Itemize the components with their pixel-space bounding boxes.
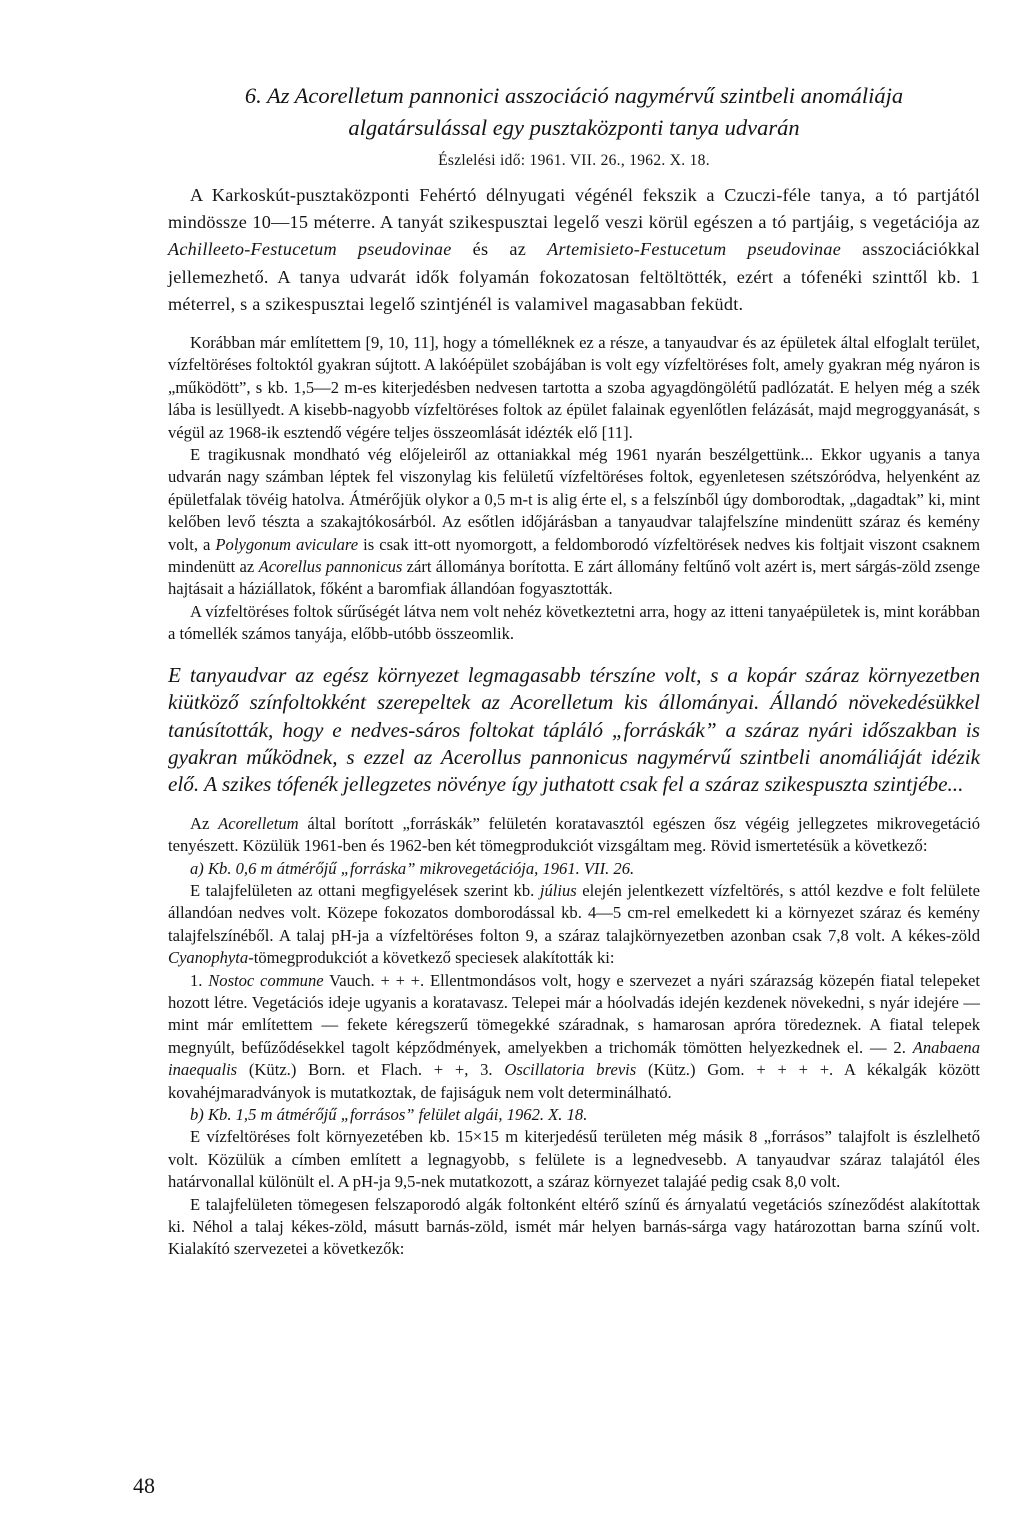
paragraph	[168, 444, 980, 601]
text-run: elején jelentkezett vízfeltörés, s attól kezdve e folt felülete állandóan nedves volt. Közepe fokozatos domborodással kb. 4—5 cm-rel emelkedett ki a környezet száraz és kemény talajfelszínéből. A talaj pH-ja a vízfeltöréses folton 9, a száraz talajkörnyezetben azonban csak 7,8 volt. A kékes-zöld	[168, 880, 980, 945]
italic-term: július	[539, 880, 577, 900]
species-name: Acorellus pannonicus	[258, 557, 403, 577]
text-run: és az	[451, 239, 548, 260]
subheading-b	[168, 1104, 980, 1126]
section-title-line-2: algatársulással egy pusztaközponti tanya udvarán	[348, 115, 800, 140]
text-run: zárt állománya borította. E zárt állomány feltűnő volt azért is, mert sárgás-zöld zsenge hajtásait a háziállatok, főként a baromfiak állandóan fogyasztották.	[168, 557, 980, 599]
text-run: által borított „forráskák” felületén koratavasztól egészen ősz végéig jellegzetes mikrovegetáció tenyészett. Közülük 1961-ben és 1962-ben két tömegprodukciót vizsgáltam meg. Rövid ismertetésük a következő:	[168, 813, 981, 856]
summary-paragraph: E tanyaudvar az egész környezet legmagasabb térszíne volt, s a kopár száraz környezetben kiütköző színfoltokként szerepeltek az Acorelletum kis állományai. Állandó növekedésükkel tanúsították, hogy e nedves-sáros foltokat tápláló „forráskák” a száraz nyári időszakban is gyakran működnek, s ezzel az Acerollus pannonicus nagymérvű szintbeli anomáliáját idézik elő. A szikes tófenék jellegzetes növénye így juthatott csak fel a száraz szikespuszta szintjébe...	[168, 662, 980, 797]
paragraph	[168, 813, 980, 858]
lead-paragraph-block	[168, 182, 980, 318]
lead-paragraph	[168, 182, 980, 318]
text-run: asszociációkkal jellemezhető. A tanya udvarát idők folyamán fokozatosan feltöltötték, ezért a tófenéki szinttől kb. 1 méterrel, s a szikespusztai legelő szintjénél is valamivel magasabban feküdt.	[168, 239, 981, 314]
paragraph: A vízfeltöréses foltok sűrűségét látva nem volt nehéz következtetni arra, hogy az itteni tanyaépületek is, mint korábban a tómellék számos tanyája, előbb-utóbb összeomlik.	[168, 601, 980, 644]
text-run: (Kütz.) Born. et Flach. + +, 3.	[237, 1060, 505, 1080]
species-name: Nostoc commune	[208, 970, 324, 990]
section-title-line-1: 6. Az Acorelletum pannonici asszociáció nagymérvű szintbeli anomáliája	[244, 83, 904, 108]
section-title	[168, 80, 980, 144]
subheading-text: a) Kb. 0,6 m átmérőjű „forráska” mikrovegetációja, 1961. VII. 26.	[190, 858, 635, 878]
section-heading	[168, 80, 980, 172]
species-name: Artemisieto-Festucetum pseudovinae	[547, 239, 842, 260]
paragraph: E vízfeltöréses folt környezetében kb. 15×15 m kiterjedésű területen még másik 8 „forrásos” talajfolt is észlelhető volt. Közülük a címben említett a legnagyobb, s felülete is a legnedvesebb. A tanyaudvar száraz talajától éles határvonallal különült el. A pH-ja 9,5-nek mutatkozott, a száraz környezet talajáé pedig csak 8,0 volt.	[168, 1127, 980, 1192]
subheading-text: b) Kb. 1,5 m átmérőjű „forrásos” felület algái, 1962. X. 18.	[190, 1105, 588, 1125]
page-number: 48	[133, 1473, 155, 1498]
observation-dates: Észlelési idő: 1961. VII. 26., 1962. X. 18.	[438, 152, 710, 169]
text-run: Az	[190, 813, 219, 833]
body-text-1	[168, 332, 980, 646]
text-run: 1.	[190, 970, 209, 990]
body-text-2	[168, 813, 980, 1261]
species-name: Polygonum aviculare	[215, 534, 359, 554]
text-run: E tragikusnak mondható vég előjeleiről az ottaniakkal még 1961 nyarán beszélgettünk... Ekkor ugyanis a tanya udvarán nagy számban léptek fel viszonylag kis felületű vízfeltöréses foltok, egyenletesen szétszóródva, helyenként az épületfalak tövéig hatolva. Átmérőjük olykor a 0,5 m-t is alig érte el, s a felszínből úgy domborodtak, „dagadtak” ki, mint kelőben levő tészta a szakajtókosárból. Az esőtlen időjárásban a tanyaudvar talajfelszíne mindenütt száraz és kemény volt, a	[168, 445, 980, 554]
text-run: is csak itt-ott nyomorgott, a feldomborodó vízfeltörések nedves kis foltjait viszont csaknem mindenütt az	[168, 534, 980, 577]
subheading-a	[168, 858, 980, 880]
species-name: Cyanophyta	[168, 948, 249, 968]
paragraph	[168, 880, 980, 970]
text-run: Vauch. + + +. Ellentmondásos volt, hogy e szervezet a nyári szárazság közepén fiatal telepeket hozott létre. Vegetációs ideje ugyanis a koratavasz. Telepei már a hóolvadás idején kezdenek növekedni, s nyár idejére — mint már említettem — fekete kéregszerű tömegekké száradnak, s hamarosan apróra töredeznek. A fiatal telepek megnyúlt, befűződésekkel tagolt képződmények, amelyekben a trichomák tömötten helyezkednek el. — 2.	[168, 970, 980, 1057]
text-run: -tömegprodukciót a következő speciesek alakították ki:	[248, 948, 615, 968]
text-run: (Kütz.) Gom. + + + +. A kékalgák között kovahéjmaradványok is mutatkoztak, de fajiságuk nem volt determinálható.	[168, 1060, 981, 1102]
text-run: A Karkoskút-pusztaközponti Fehértó délnyugati végénél fekszik a Czuczi-féle tanya, a tó partjától mindössze 10—15 méterre. A tanyát szikespusztai legelő veszi körül egészen a tó partjáig, s vegetációja az	[168, 185, 980, 233]
species-name: Achilleeto-Festucetum pseudovinae	[168, 239, 452, 260]
paragraph: Korábban már említettem [9, 10, 11], hogy a tómelléknek ez a része, a tanyaudvar és az épületek által elfoglalt terület, vízfeltöréses foltoktól gyakran sújtott. A lakóépület szobájában is volt egy vízfeltöréses folt, amely gyakran még nyáron is „működött”, s kb. 1,5—2 m-es kiterjedésben nedvesen tartotta a szoba agyagdöngölétű padlózatát. E helyen még a szék lába is lesüllyedt. A kisebb-nagyobb vízfeltöréses foltok az épület falainak egyenlőtlen felázását, majd megroggyanását, s végül az 1968-ik esztendő végére teljes összeomlását idézték elő [11].	[168, 333, 980, 442]
italic-summary	[168, 662, 980, 799]
species-name: Acorelletum	[218, 813, 299, 833]
species-name: Anabaena inaequalis	[168, 1037, 980, 1080]
paragraph	[168, 970, 980, 1104]
text-run: E talajfelületen az ottani megfigyelések szerint kb.	[190, 880, 540, 900]
paragraph: E talajfelületen tömegesen felszaporodó algák foltonként eltérő színű és árnyalatú vegetációs színeződést alakítottak ki. Néhol a talaj kékes-zöld, másutt barnás-zöld, ismét már helyen barnás-sárga vagy határozottan barna színű volt. Kialakító szervezetei a következők:	[168, 1194, 980, 1259]
book-page	[168, 80, 980, 1520]
species-name: Oscillatoria brevis	[504, 1060, 637, 1080]
